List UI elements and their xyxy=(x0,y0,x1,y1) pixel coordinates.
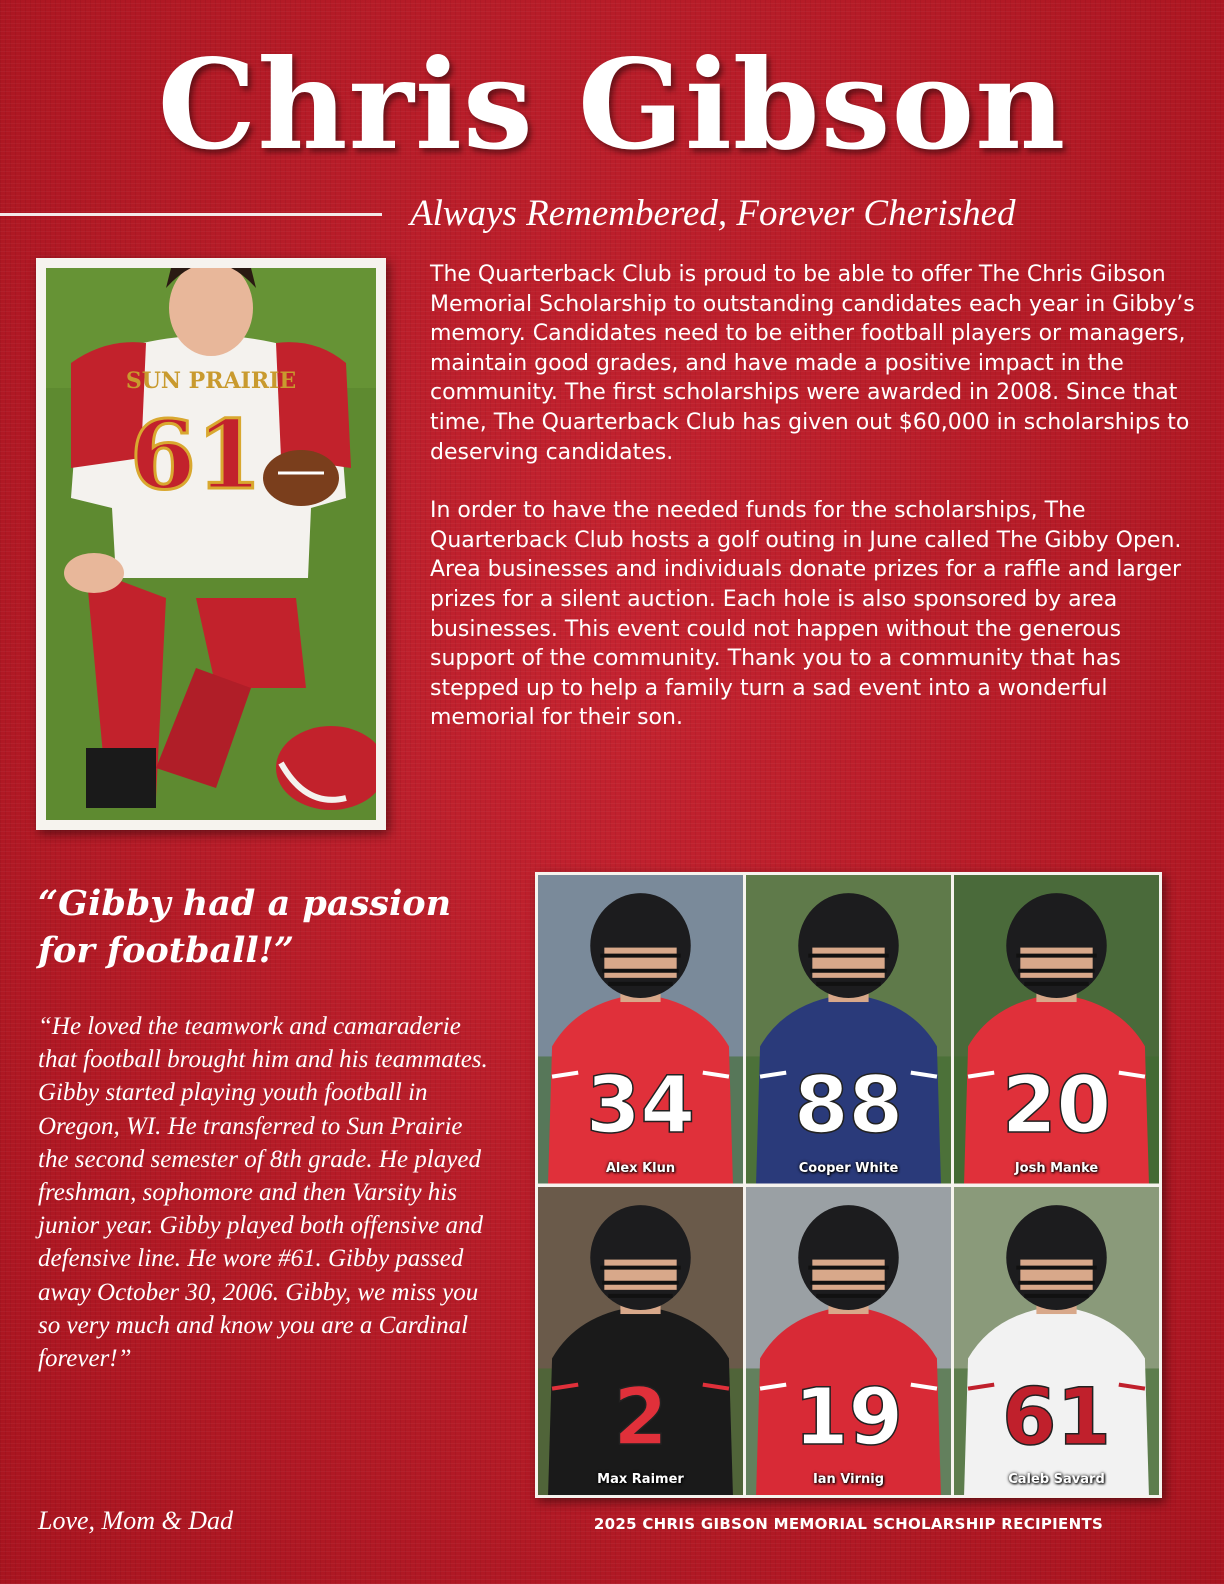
scholarship-description xyxy=(430,260,1200,762)
recipient-name: Ian Virnig xyxy=(812,1472,885,1487)
recipient-illustration xyxy=(538,1187,743,1496)
recipient-jersey-number: 34 xyxy=(585,1058,696,1152)
page-title: Chris Gibson xyxy=(157,33,1067,178)
recipient-name: Caleb Savard xyxy=(1008,1472,1105,1487)
memorial-portrait xyxy=(36,258,386,830)
recipient-jersey-number: 2 xyxy=(613,1370,668,1463)
recipient-illustration xyxy=(954,1187,1159,1496)
recipients-caption: 2025 CHRIS GIBSON MEMORIAL SCHOLARSHIP RECIPIENTS xyxy=(593,1515,1104,1533)
recipient-illustration xyxy=(954,875,1159,1184)
recipient-photo xyxy=(954,1187,1159,1496)
recipient-photo xyxy=(954,875,1159,1184)
tribute-quote: “He loved the teamwork and camaraderie that football brought him and his teammates. Gibby started playing youth football in Oregon, WI. He transferred to Sun Prairie the second semester of 8th grade. He played freshman, sophomore and then Varsity his junior year. Gibby played both offensive and defensive line. He wore #61. Gibby passed away October 30, 2006. Gibby, we miss you so very much and know you are a Cardinal forever!” xyxy=(38,1013,488,1373)
recipient-name: Josh Manke xyxy=(1014,1160,1099,1176)
recipient-photo xyxy=(538,875,743,1184)
recipient-jersey-number: 88 xyxy=(793,1058,904,1152)
portrait-jersey-number: 61 xyxy=(129,400,263,511)
portrait-illustration xyxy=(46,268,376,820)
recipient-jersey-number: 19 xyxy=(793,1370,904,1463)
portrait-jersey-text: SUN PRAIRIE xyxy=(125,368,297,394)
page-subtitle: Always Remembered, Forever Cherished xyxy=(410,193,1016,234)
recipient-jersey-number: 20 xyxy=(1001,1058,1112,1152)
recipient-photo xyxy=(538,1187,743,1496)
recipient-illustration xyxy=(746,875,951,1184)
recipient-name: Alex Klun xyxy=(605,1160,676,1176)
recipient-photo xyxy=(746,875,951,1184)
tribute-heading: “Gibby had a passion for football!” xyxy=(38,883,452,971)
portrait-photo xyxy=(46,268,376,820)
description-paragraph-2: In order to have the needed funds for the scholarships, The Quarterback Club hosts a golf outing in June called The Gibby Open. Area businesses and individuals donate prizes for a raffle and larger prizes for a silent auction. Each hole is also sponsored by area businesses. This event could not happen without the generous support of the community. Thank you to a community that has stepped up to help a family turn a sad event into a wonderful memorial for their son. xyxy=(430,498,1182,731)
recipient-jersey-number: 61 xyxy=(1001,1370,1112,1463)
recipient-illustration xyxy=(746,1187,951,1496)
tribute-signoff: Love, Mom & Dad xyxy=(38,1506,233,1535)
recipient-name: Max Raimer xyxy=(597,1472,684,1487)
recipient-illustration xyxy=(538,875,743,1184)
description-paragraph-1: The Quarterback Club is proud to be able to offer The Chris Gibson Memorial Scholarship to outstanding candidates each year in Gibby’s memory. Candidates need to be either football players or managers, maintain good grades, and have made a positive impact in the community. The first scholarships were awarded in 2008. Since that time, The Quarterback Club has given out $60,000 in scholarships to deserving candidates. xyxy=(430,262,1195,465)
recipient-name: Cooper White xyxy=(798,1160,899,1176)
title-divider xyxy=(0,213,382,216)
recipients-grid xyxy=(535,872,1162,1498)
recipient-photo xyxy=(746,1187,951,1496)
